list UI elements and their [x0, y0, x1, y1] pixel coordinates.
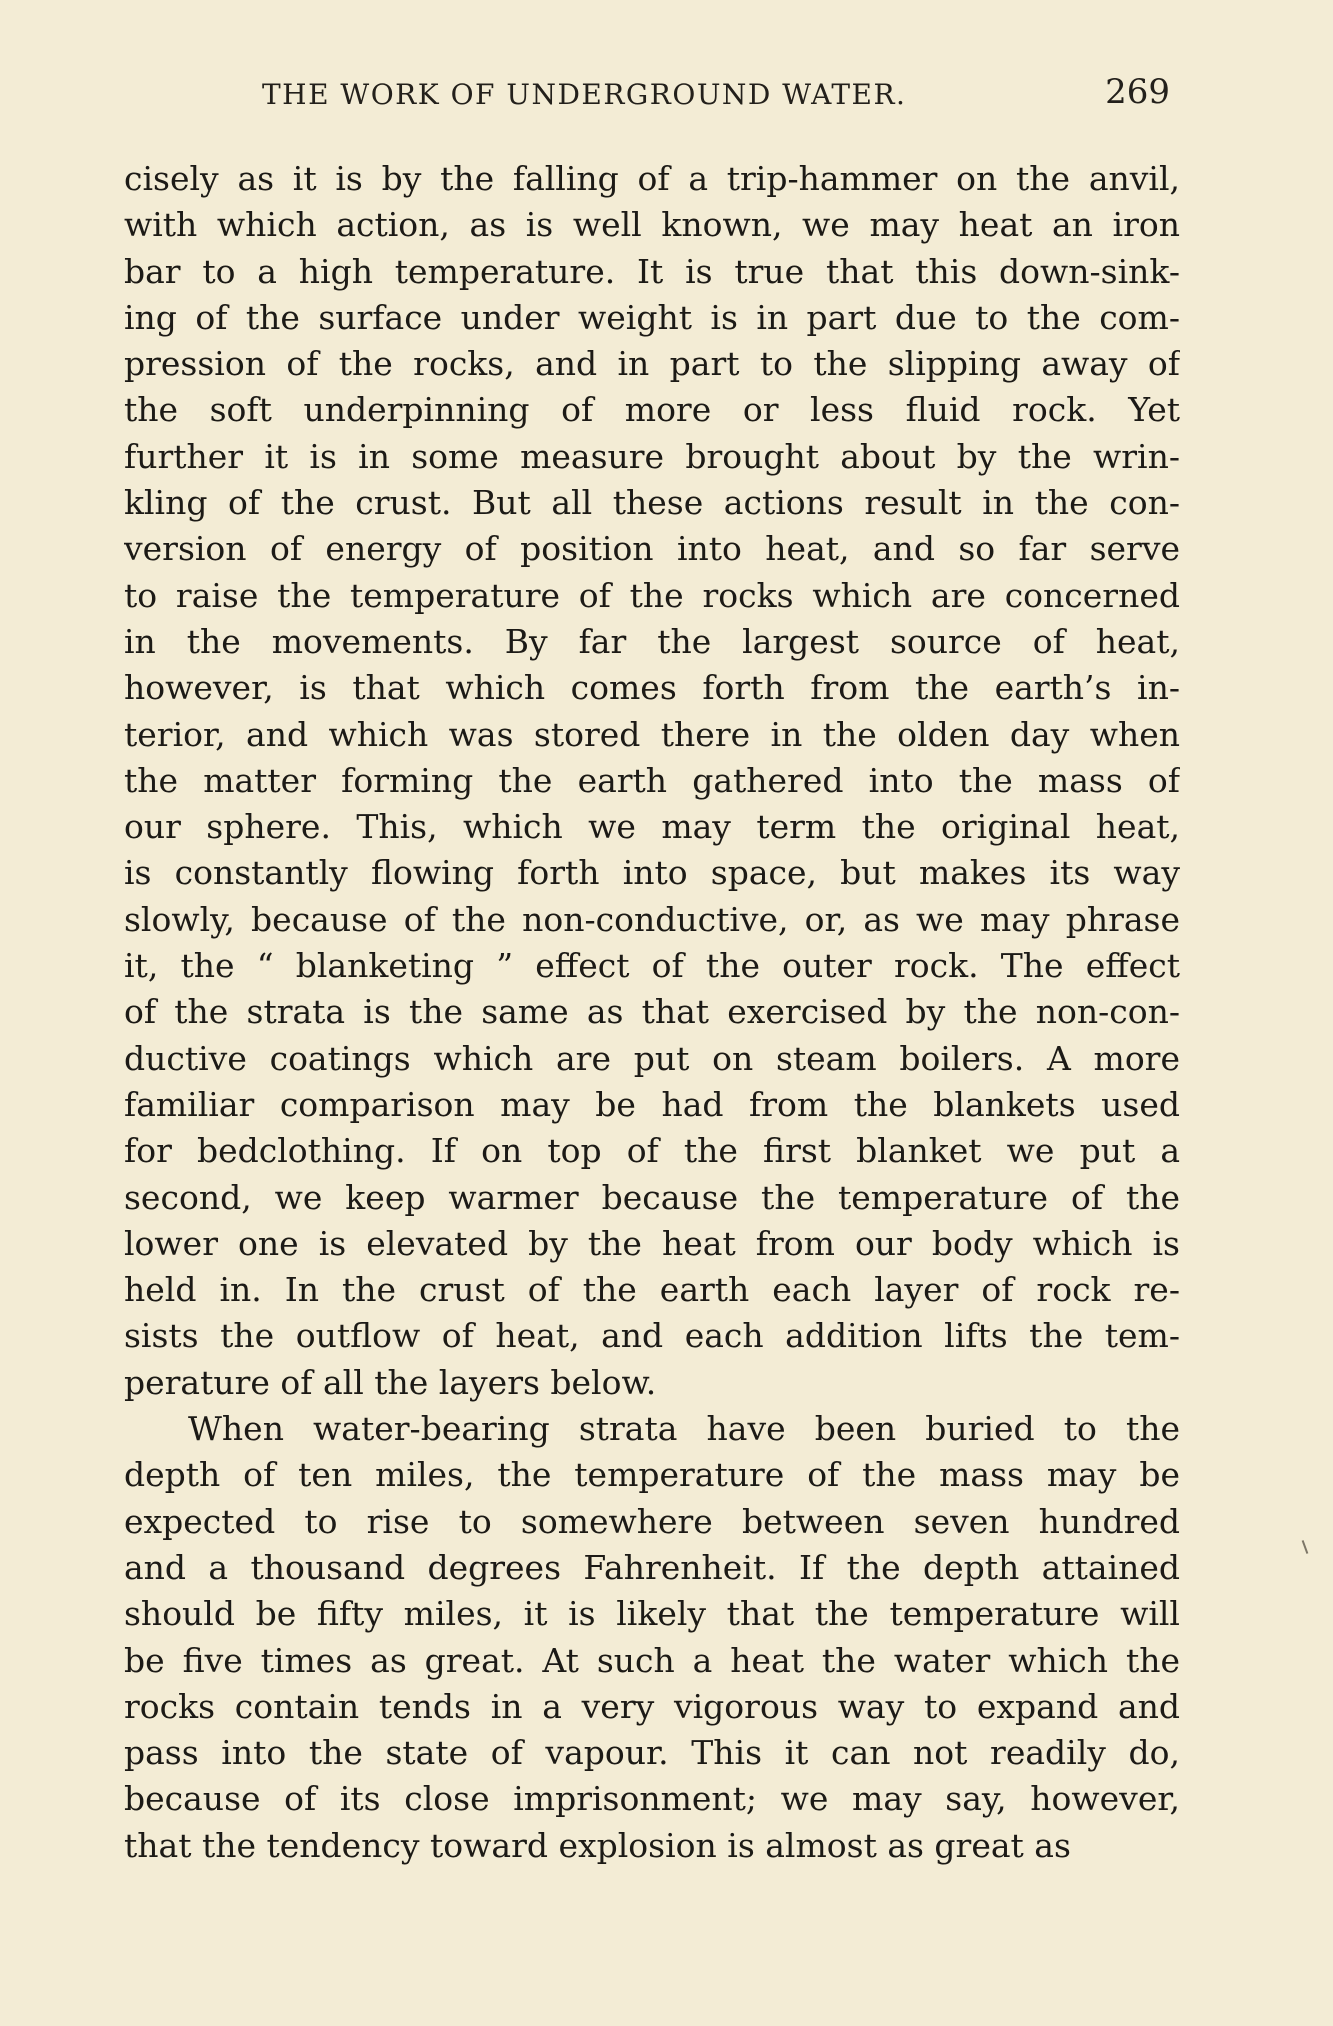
- text-line: slowly, because of the non-conductive, or, as we may phrase: [124, 899, 1180, 939]
- text-line: perature of all the layers below.: [124, 1362, 657, 1402]
- text-line: that the tendency toward explosion is almost as great as: [124, 1825, 1071, 1865]
- text-line: our sphere. This, which we may term the original heat,: [124, 807, 1180, 847]
- text-line: because of its close imprisonment; we may say, however,: [124, 1779, 1180, 1819]
- text-line: When water-bearing strata have been buried to the: [188, 1409, 1180, 1449]
- text-line: familiar comparison may be had from the blankets used: [124, 1084, 1180, 1124]
- text-line: should be fifty miles, it is likely that the temperature will: [124, 1594, 1180, 1634]
- body-text: [124, 156, 1180, 1869]
- text-line: second, we keep warmer because the temperature of the: [124, 1177, 1180, 1217]
- text-line: to raise the temperature of the rocks which are concerned: [124, 575, 1180, 615]
- page-number: 269: [1105, 72, 1170, 112]
- text-line: bar to a high temperature. It is true that this down-sink-: [124, 251, 1180, 291]
- text-line: of the strata is the same as that exercised by the non-con-: [124, 992, 1180, 1032]
- text-line: however, is that which comes forth from the earth’s in-: [124, 668, 1180, 708]
- text-line: ductive coatings which are put on steam boilers. A more: [124, 1038, 1180, 1078]
- margin-mark: [1302, 1540, 1309, 1554]
- text-line: pass into the state of vapour. This it can not readily do,: [124, 1733, 1180, 1773]
- text-line: rocks contain tends in a very vigorous way to expand and: [124, 1686, 1180, 1726]
- text-line: in the movements. By far the largest source of heat,: [124, 621, 1180, 661]
- running-title: THE WORK OF UNDERGROUND WATER.: [262, 78, 907, 111]
- text-line: expected to rise to somewhere between seven hundred: [124, 1501, 1180, 1541]
- text-line: the soft underpinning of more or less fluid rock. Yet: [124, 390, 1180, 430]
- text-line: pression of the rocks, and in part to the slipping away of: [124, 344, 1180, 384]
- text-line: terior, and which was stored there in the olden day when: [124, 714, 1180, 754]
- text-line: it, the “ blanketing ” effect of the outer rock. The effect: [124, 946, 1180, 986]
- text-line: lower one is elevated by the heat from our body which is: [124, 1223, 1180, 1263]
- text-line: depth of ten miles, the temperature of the mass may be: [124, 1455, 1180, 1495]
- text-line: cisely as it is by the falling of a trip-hammer on the anvil,: [124, 159, 1180, 198]
- paragraph: [124, 156, 1180, 1406]
- text-line: kling of the crust. But all these actions result in the con-: [124, 483, 1180, 523]
- paragraph: [124, 1406, 1180, 1869]
- text-line: sists the outflow of heat, and each addition lifts the tem-: [124, 1316, 1180, 1356]
- text-line: with which action, as is well known, we may heat an iron: [124, 205, 1180, 245]
- running-head: [262, 72, 1182, 122]
- text-line: be five times as great. At such a heat the water which the: [124, 1640, 1180, 1680]
- text-line: and a thousand degrees Fahrenheit. If the depth attained: [124, 1547, 1180, 1587]
- text-line: is constantly flowing forth into space, but makes its way: [124, 853, 1180, 893]
- text-line: version of energy of position into heat, and so far serve: [124, 529, 1180, 569]
- text-line: for bedclothing. If on top of the first blanket we put a: [124, 1131, 1180, 1171]
- text-line: the matter forming the earth gathered into the mass of: [124, 760, 1180, 800]
- text-line: held in. In the crust of the earth each layer of rock re-: [124, 1270, 1180, 1310]
- text-line: further it is in some measure brought about by the wrin-: [124, 436, 1180, 476]
- text-line: ing of the surface under weight is in part due to the com-: [124, 297, 1180, 337]
